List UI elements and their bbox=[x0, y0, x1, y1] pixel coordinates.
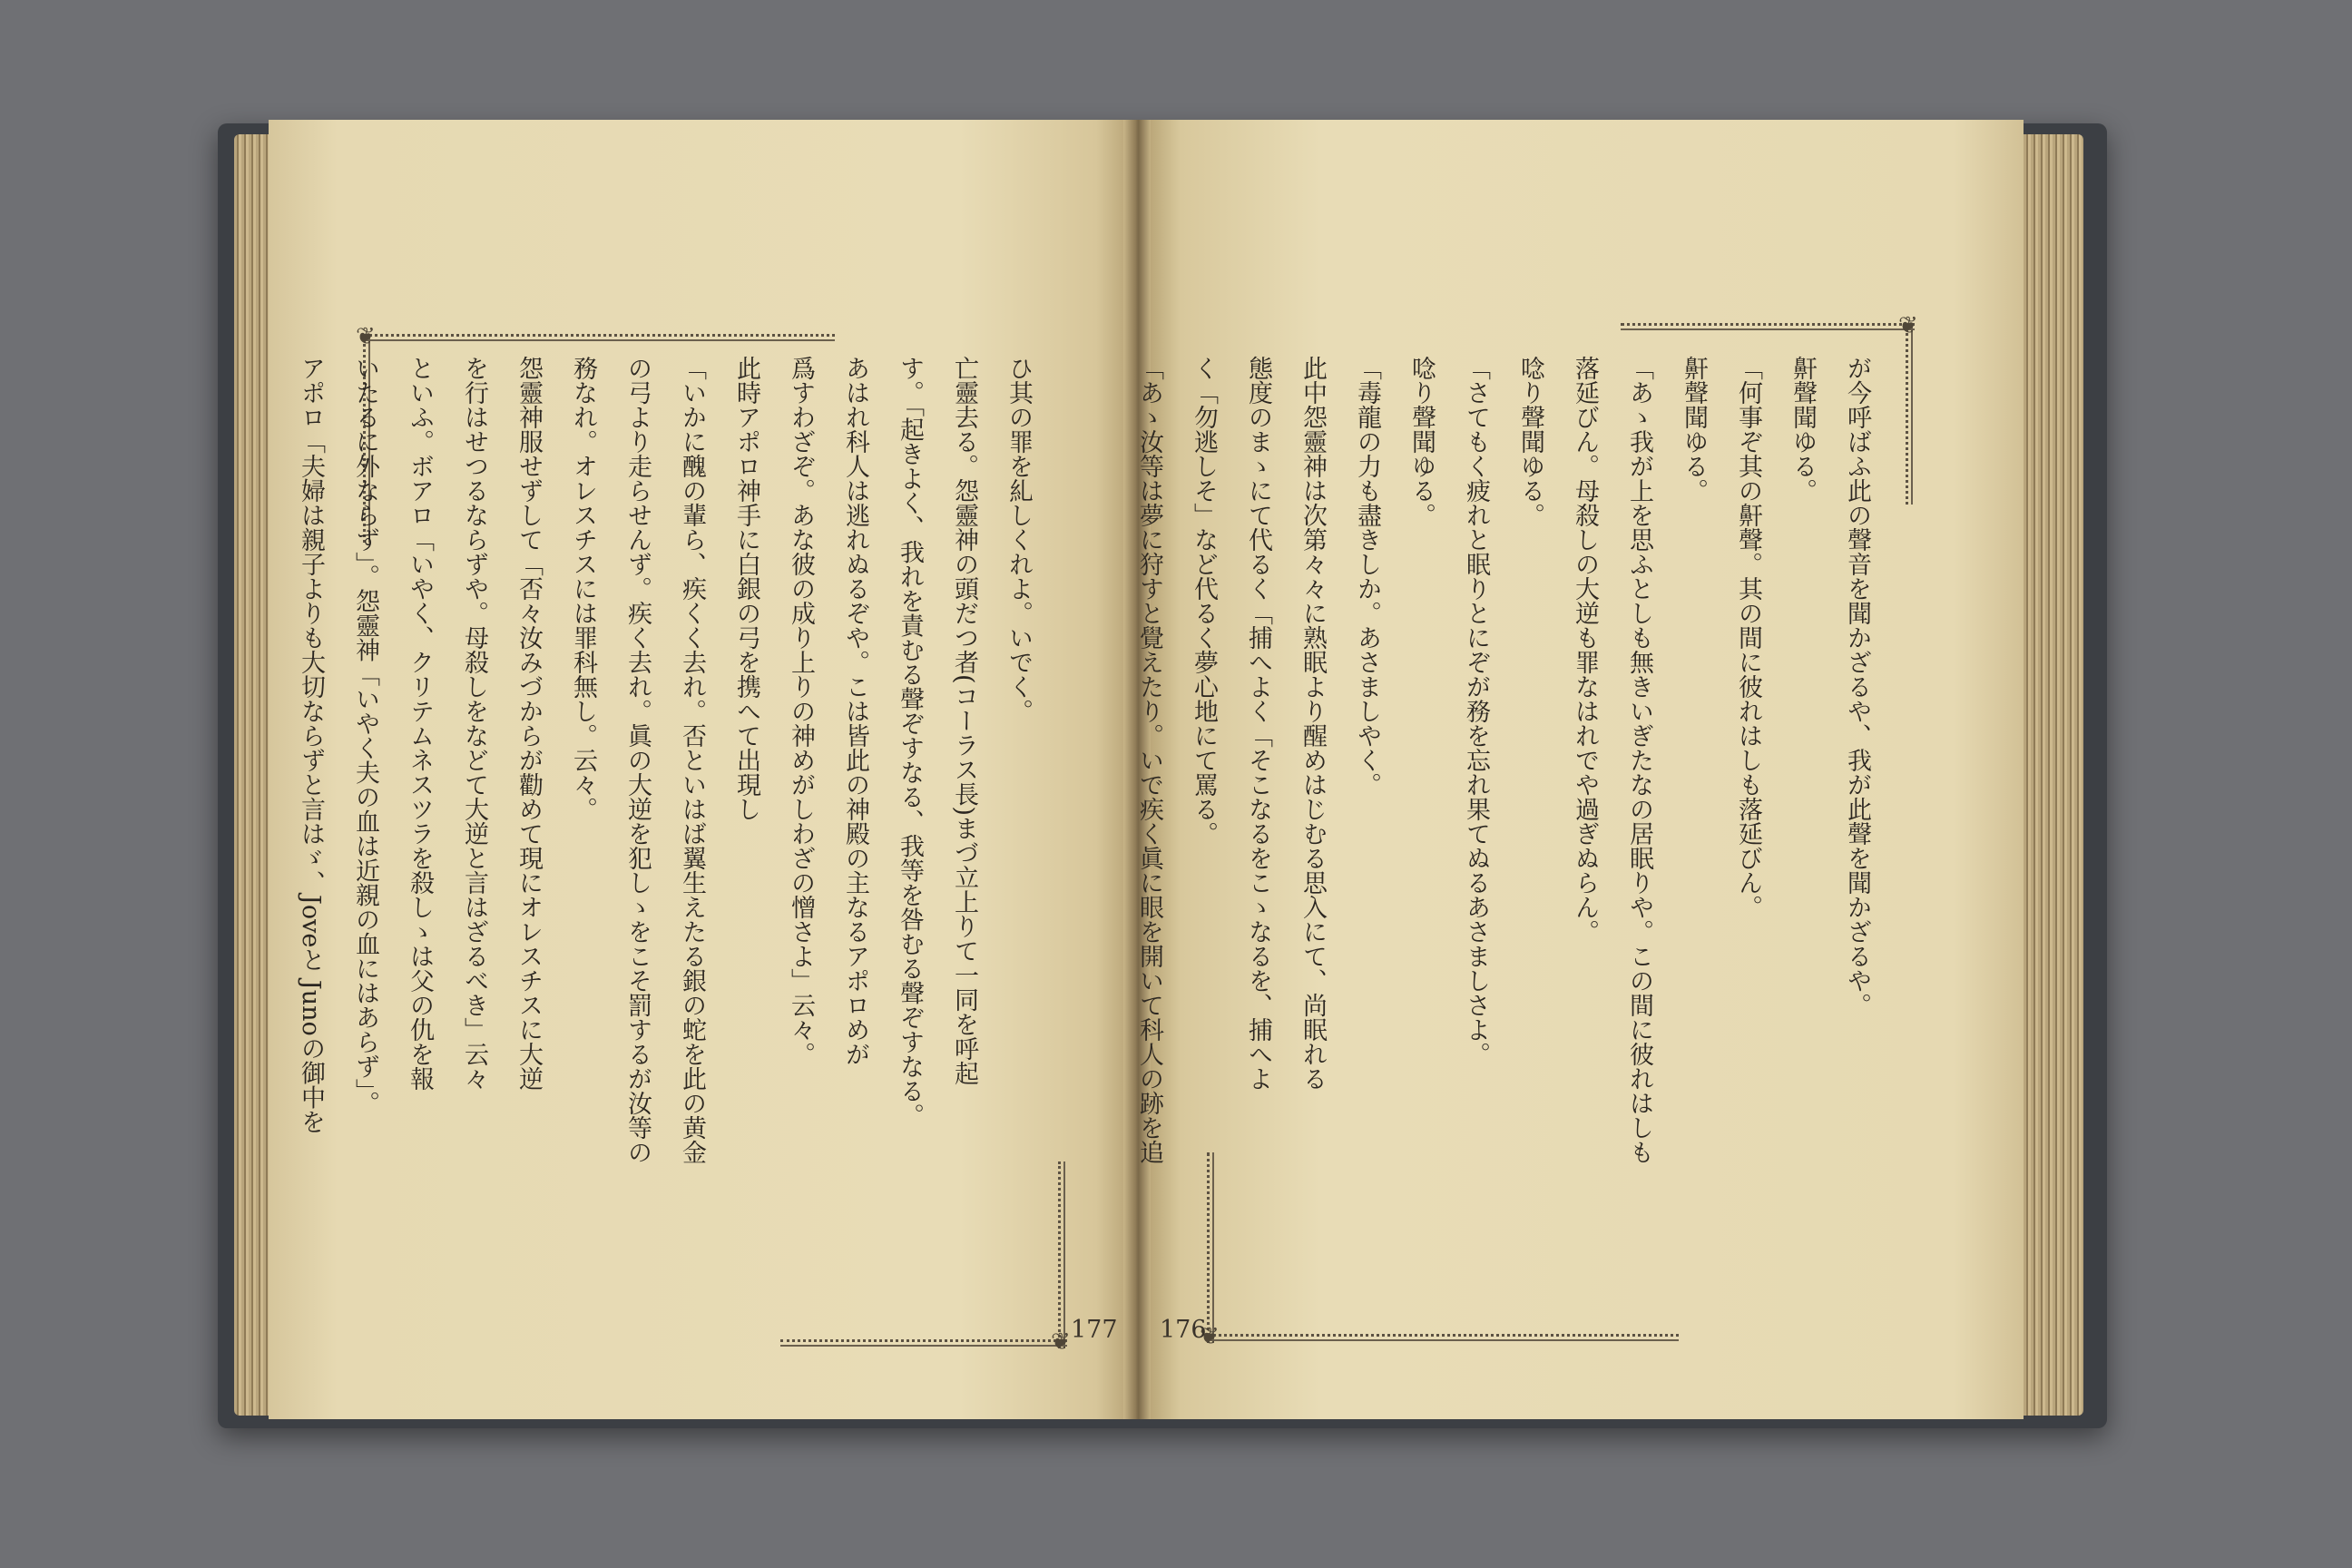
left-frame-corner-ornament: ❦ bbox=[356, 323, 376, 350]
left-text-line: す。「起きよく、我れを責むる聲ぞすなる、我等を咎むる聲ぞすなる。 bbox=[896, 356, 924, 1128]
right-text-line: 落延びん。母殺しの大逆も罪なはれでや過ぎぬらん。 bbox=[1571, 356, 1599, 944]
page-edges-right bbox=[2016, 134, 2083, 1416]
page-number-right: 176 bbox=[1160, 1316, 1207, 1344]
right-text-line: 「あゝ我が上を思ふとしも無きいぎたなの居眠りや。この間に彼れはしも bbox=[1625, 356, 1653, 1164]
right-text-line: 鼾聲聞ゆる。 bbox=[1788, 356, 1817, 503]
left-text-line: あはれ科人は逃れぬるぞや。こは皆此の神殿の主なるアポロめが bbox=[841, 356, 869, 1066]
right-text-line: が今呼ばふ此の聲音を聞かざるや、我が此聲を聞かざるや。 bbox=[1843, 356, 1871, 1017]
left-page-text bbox=[297, 356, 1045, 1363]
right-text-line: 唸り聲聞ゆる。 bbox=[1516, 356, 1544, 527]
left-frame-right-border bbox=[1058, 1161, 1069, 1348]
right-frame-top-border bbox=[1621, 323, 1915, 334]
page-number-left: 177 bbox=[1071, 1316, 1118, 1344]
left-text-line: 「いかに醜の輩ら、疾くく去れ。否といはば翼生えたる銀の蛇を此の黄金 bbox=[678, 356, 706, 1164]
right-frame-right-border bbox=[1906, 323, 1916, 505]
right-text-line: 「何事ぞ其の鼾聲。其の間に彼れはしも落延びん。 bbox=[1734, 356, 1762, 919]
right-text-line: 鼾聲聞ゆる。 bbox=[1680, 356, 1708, 503]
right-text-line: 此中怨靈神は次第々々に熟眠より醒めはじむる思入にて、尚眠れる bbox=[1298, 356, 1327, 1091]
right-text-line: 態度のまゝにて代るく「捕へよく「そこなるをこゝなるを、捕へよ bbox=[1244, 356, 1272, 1091]
right-text-line: く「勿逃しそ」など代るく夢心地にて罵る。 bbox=[1190, 356, 1218, 846]
left-text-line: 怨靈神服せずして「否々汝みづからが勸めて現にオレスチスに大逆 bbox=[514, 356, 543, 1091]
left-frame-top-border bbox=[363, 334, 835, 345]
left-text-line: の弓より走らせんず。疾く去れ。眞の大逆を犯しゝをこそ罰するが汝等の bbox=[623, 356, 652, 1164]
left-text-line: 爲すわざぞ。あな彼の成り上りの神めがしわざの憎さよ」云々。 bbox=[787, 356, 815, 1066]
left-text-line: アポロ「夫婦は親子よりも大切ならずと言はゞ、Joveと Junoの御中を bbox=[297, 356, 325, 1134]
right-text-line: 「毒龍の力も盡きしか。あさましやく。 bbox=[1353, 356, 1381, 797]
left-text-line: 務なれ。オレスチスには罪科無し。云々。 bbox=[569, 356, 597, 821]
right-frame-corner-ornament: ❦ bbox=[1898, 312, 1918, 339]
left-text-line: を行はせつるならずや。母殺しをなどて大逆と言はざるべき」云々 bbox=[460, 356, 488, 1091]
right-text-line: 「あゝ汝等は夢に狩すと覺えたり。いで疾く眞に眼を開いて科人の跡を追 bbox=[1135, 356, 1163, 1164]
left-text-line: 此時アポロ神手に白銀の弓を携へて出現し bbox=[732, 356, 760, 821]
left-text-line: といふ。ボアロ「いやく、クリテムネスツラを殺しゝは父の仇を報 bbox=[406, 356, 434, 1091]
left-text-line: ひ其の罪を糺しくれよ。いでく。 bbox=[1004, 356, 1033, 723]
left-frame-corner-ornament-bottom: ❦ bbox=[1051, 1328, 1071, 1356]
right-frame-corner-ornament-bottom: ❦ bbox=[1200, 1323, 1220, 1350]
left-text-line: 亡靈去る。怨靈神の頭だつ者(コーラス長)まづ立上りて一同を呼起 bbox=[950, 356, 978, 1086]
left-text-line: いたるに外ならず」。怨靈神「いやく夫の血は近親の血にはあらず」。 bbox=[351, 356, 379, 1115]
right-text-line: 唸り聲聞ゆる。 bbox=[1407, 356, 1436, 527]
right-text-line: 「さてもく疲れと眠りとにぞが務を忘れ果てぬるあさましさよ。 bbox=[1462, 356, 1490, 1066]
